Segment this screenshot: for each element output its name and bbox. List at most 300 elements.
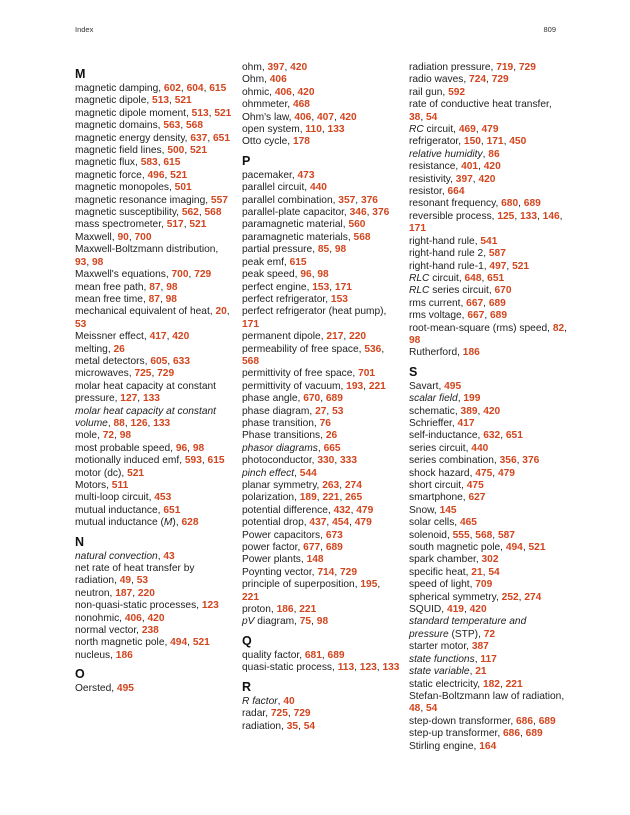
page-link[interactable]: 93 [75, 256, 87, 268]
entry-term: , [482, 148, 489, 160]
index-entry [409, 174, 567, 186]
page-link[interactable]: 252 [501, 591, 519, 603]
page-link[interactable]: 700 [171, 269, 189, 281]
index-entry [409, 542, 567, 554]
page-link[interactable]: 417 [457, 417, 475, 429]
page-link[interactable]: 729 [340, 566, 357, 578]
page-link[interactable]: 677 [303, 542, 321, 554]
index-entry [409, 579, 567, 591]
entry-term: normal vector, [75, 625, 142, 637]
entry-term: solenoid, [409, 529, 453, 541]
page-link[interactable]: 186 [115, 649, 133, 661]
page-link[interactable]: 605 [150, 355, 168, 367]
page-link[interactable]: 563 [163, 120, 181, 132]
page-link[interactable]: 633 [172, 355, 190, 367]
index-entry [75, 455, 233, 467]
page-link[interactable]: 85 [317, 244, 330, 256]
page-link[interactable]: 651 [213, 132, 231, 144]
page-link[interactable]: 440 [309, 182, 327, 194]
page-link[interactable]: 87 [149, 281, 161, 293]
page-link[interactable]: 719 [496, 62, 514, 73]
page-link[interactable]: 475 [475, 467, 493, 479]
page-link[interactable]: 346 [349, 207, 367, 219]
page-link[interactable]: 123 [201, 600, 219, 612]
page-link[interactable]: 648 [464, 272, 482, 284]
page-link[interactable]: 627 [468, 492, 486, 504]
page-link[interactable]: 557 [210, 194, 228, 206]
page-link[interactable]: 178 [292, 136, 310, 148]
page-link[interactable]: 494 [505, 542, 523, 554]
page-link[interactable]: 651 [487, 272, 505, 284]
page-link[interactable]: 82 [552, 322, 565, 334]
page-link[interactable]: 453 [154, 492, 172, 504]
entry-term: Ohm's law, [242, 111, 295, 123]
page-link[interactable]: 701 [358, 368, 376, 380]
page-link[interactable]: 35 [286, 720, 299, 732]
page-link[interactable]: 376 [522, 455, 540, 467]
page-link[interactable]: 146 [542, 210, 560, 222]
index-entry [242, 517, 400, 529]
page-link[interactable]: 497 [489, 260, 507, 272]
entry-term-italic: RC [409, 124, 424, 136]
page-link[interactable]: 729 [293, 708, 311, 720]
page-link[interactable]: 420 [483, 405, 501, 417]
page-link[interactable]: 153 [312, 281, 330, 293]
page-link[interactable]: 602 [163, 83, 181, 94]
page-link[interactable]: 521 [189, 219, 207, 231]
page-link[interactable]: 406 [294, 111, 312, 123]
page-link[interactable]: 98 [119, 430, 132, 442]
page-link[interactable]: 437 [309, 517, 327, 529]
page-link[interactable]: 43 [163, 550, 175, 562]
page-link[interactable]: 689 [325, 542, 343, 554]
page-link[interactable]: 221 [242, 591, 259, 603]
page-link[interactable]: 171 [242, 318, 259, 330]
page-link[interactable]: 686 [516, 715, 534, 727]
page-link[interactable]: 450 [509, 136, 527, 148]
page-link[interactable]: 469 [458, 124, 476, 136]
entry-term-italic: standard temperature and pressure [409, 616, 527, 640]
entry-term: , [483, 297, 489, 309]
page-link[interactable]: 628 [181, 517, 199, 529]
page-link[interactable]: 274 [344, 480, 362, 491]
page-link[interactable]: 54 [426, 703, 438, 715]
entry-term: , [354, 662, 360, 674]
entry-term: refrigerator, [409, 136, 464, 148]
page-link[interactable]: 75 [299, 616, 312, 628]
page-link[interactable]: 407 [317, 111, 335, 123]
page-link[interactable]: 615 [163, 157, 181, 169]
index-entry [75, 480, 233, 492]
page-link[interactable]: 96 [300, 269, 312, 281]
entry-term: , [208, 107, 215, 119]
page-link[interactable]: 110 [305, 124, 322, 136]
page-link[interactable]: 26 [325, 430, 338, 442]
page-link[interactable]: 521 [127, 467, 145, 479]
page-link[interactable]: 238 [141, 625, 159, 637]
entry-term: phase angle, [242, 393, 304, 405]
page-link[interactable]: 541 [480, 235, 498, 247]
page-link[interactable]: 406 [274, 86, 292, 98]
page-link[interactable]: 54 [488, 566, 500, 578]
page-link[interactable]: 88 [113, 417, 125, 429]
index-entry [409, 273, 567, 285]
index-entry [242, 567, 400, 579]
index-entry [242, 269, 400, 281]
page-link[interactable]: 468 [292, 99, 310, 111]
page-link[interactable]: 90 [117, 231, 129, 243]
page-link[interactable]: 583 [140, 157, 158, 169]
page-link[interactable]: 513 [152, 95, 170, 107]
page-link[interactable]: 171 [409, 223, 426, 235]
page-link[interactable]: 568 [242, 355, 259, 367]
page-link[interactable]: 420 [478, 173, 496, 185]
page-link[interactable]: 494 [170, 637, 188, 649]
page-link[interactable]: 536 [364, 343, 382, 355]
page-link[interactable]: 667 [466, 297, 484, 309]
page-link[interactable]: 98 [165, 293, 177, 305]
page-link[interactable]: 560 [348, 219, 366, 231]
page-link[interactable]: 164 [479, 740, 497, 752]
index-letter-heading: O [75, 667, 85, 682]
page-link[interactable]: 133 [327, 124, 345, 136]
entry-term: , [157, 550, 164, 562]
entry-term: radiation, [242, 720, 287, 732]
page-link[interactable]: 568 [186, 120, 204, 132]
page-link[interactable]: 725 [270, 708, 288, 720]
page-link[interactable]: 568 [204, 207, 222, 219]
page-link[interactable]: 615 [207, 455, 225, 467]
page-link[interactable]: 651 [163, 504, 181, 516]
page-link[interactable]: 714 [317, 566, 335, 578]
index-entry [75, 244, 233, 269]
page-link[interactable]: 265 [345, 492, 363, 504]
page-link[interactable]: 479 [481, 124, 499, 136]
page-link[interactable]: 54 [303, 720, 316, 732]
page-link[interactable]: 615 [209, 83, 227, 94]
page-link[interactable]: 220 [137, 587, 155, 599]
page-link[interactable]: 26 [113, 343, 125, 355]
page-link[interactable]: 521 [192, 637, 210, 649]
page-link[interactable]: 302 [481, 554, 499, 566]
page-link[interactable]: 521 [512, 260, 530, 272]
entry-term: , [477, 405, 484, 417]
page-link[interactable]: 725 [134, 368, 152, 380]
page-link[interactable]: 729 [194, 269, 212, 281]
page-link[interactable]: 187 [115, 587, 133, 599]
page-link[interactable]: 53 [332, 405, 344, 417]
page-link[interactable]: 148 [306, 554, 324, 566]
page-link[interactable]: 420 [290, 62, 308, 73]
index-entry [75, 145, 233, 157]
page-link[interactable]: 592 [448, 86, 466, 98]
page-link[interactable]: 615 [289, 256, 307, 268]
page-link[interactable]: 562 [181, 207, 199, 219]
index-entry [75, 468, 233, 480]
page-link[interactable]: 221 [299, 604, 317, 616]
page-link[interactable]: 356 [499, 455, 517, 467]
page-link[interactable]: 98 [192, 442, 205, 454]
page-link[interactable]: 689 [523, 198, 541, 210]
page-link[interactable]: 133 [142, 393, 160, 405]
page-link[interactable]: 673 [325, 529, 343, 541]
page-link[interactable]: 680 [501, 198, 519, 210]
page-link[interactable]: 501 [174, 182, 192, 194]
page-link[interactable]: 420 [147, 612, 165, 624]
page-link[interactable]: 495 [116, 683, 134, 695]
page-link[interactable]: 475 [466, 480, 484, 491]
page-link[interactable]: 221 [322, 492, 340, 504]
page-link[interactable]: 53 [75, 318, 87, 330]
index-entry [75, 83, 233, 95]
entry-term: magnetic damping, [75, 83, 164, 94]
page-link[interactable]: 568 [475, 529, 493, 541]
entry-term: phase transition, [242, 417, 320, 429]
page-link[interactable]: 217 [326, 331, 344, 343]
page-link[interactable]: 568 [353, 231, 371, 243]
page-link[interactable]: 465 [459, 517, 477, 529]
page-link[interactable]: 86 [488, 148, 500, 160]
page-link[interactable]: 664 [447, 186, 465, 198]
page-link[interactable]: 38 [409, 111, 421, 123]
page-link[interactable]: 357 [338, 194, 356, 206]
index-entry [75, 331, 233, 343]
page-link[interactable]: 387 [471, 641, 489, 653]
page-link[interactable]: 376 [360, 194, 378, 206]
page-link[interactable]: 724 [469, 74, 487, 86]
entry-term: , [326, 517, 333, 529]
page-link[interactable]: 72 [483, 628, 496, 640]
page-link[interactable]: 417 [149, 331, 167, 343]
page-link[interactable]: 473 [297, 169, 315, 181]
page-link[interactable]: 420 [469, 604, 487, 616]
page-link[interactable]: 632 [483, 430, 501, 442]
page-link[interactable]: 689 [490, 310, 507, 322]
page-link[interactable]: 479 [354, 517, 372, 529]
entry-term: perfect refrigerator, [242, 293, 331, 305]
index-entry [409, 616, 567, 641]
page-link[interactable]: 406 [269, 74, 287, 86]
page-link[interactable]: 521 [528, 542, 546, 554]
page-link[interactable]: 182 [482, 678, 500, 690]
page-link[interactable]: 330 [317, 455, 335, 467]
page-link[interactable]: 665 [323, 442, 341, 454]
page-link[interactable]: 397 [455, 173, 473, 185]
page-link[interactable]: 125 [497, 210, 515, 222]
index-entry [242, 443, 400, 455]
page-link[interactable]: 689 [327, 649, 345, 661]
page-link[interactable]: 689 [325, 393, 343, 405]
page-link[interactable]: 153 [330, 293, 348, 305]
index-entry [242, 282, 400, 294]
page-link[interactable]: 199 [463, 393, 481, 405]
page-link[interactable]: 333 [340, 455, 358, 467]
page-link[interactable]: 98 [316, 616, 329, 628]
entry-term: , [516, 455, 523, 467]
page-link[interactable]: 133 [153, 417, 171, 429]
page-link[interactable]: 593 [184, 455, 202, 467]
index-entry [242, 406, 400, 418]
entry-term: , [311, 269, 318, 281]
page-link[interactable]: 117 [480, 653, 497, 665]
entry-term: partial pressure, [242, 244, 318, 256]
entry-term: metal detectors, [75, 355, 151, 367]
page-link[interactable]: 517 [166, 219, 184, 231]
page-link[interactable]: 98 [334, 244, 347, 256]
entry-term: , [463, 604, 470, 616]
page-link[interactable]: 500 [167, 145, 185, 157]
page-link[interactable]: 21 [471, 566, 483, 578]
page-link[interactable]: 667 [467, 310, 485, 322]
page-link[interactable]: 479 [497, 467, 515, 479]
index-entry [75, 430, 233, 442]
page-link[interactable]: 221 [505, 678, 523, 690]
index-entry [409, 298, 567, 310]
index-entry [409, 347, 567, 359]
page-link[interactable]: 521 [170, 169, 188, 181]
index-entry [242, 708, 400, 720]
entry-term: , [160, 281, 167, 293]
index-entry [409, 728, 567, 740]
entry-term: nonohmic, [75, 612, 125, 624]
page-link[interactable]: 221 [368, 380, 386, 392]
entry-term: magnetic susceptibility, [75, 207, 182, 219]
page-link[interactable]: 189 [299, 492, 317, 504]
entry-term: , [137, 393, 143, 405]
page-link[interactable]: 123 [359, 662, 377, 674]
page-link[interactable]: 729 [157, 368, 175, 380]
page-link[interactable]: 195 [360, 579, 378, 591]
entry-term: Motors, [75, 480, 112, 491]
page-link[interactable]: 689 [488, 297, 506, 309]
page-link[interactable]: 186 [276, 604, 294, 616]
page-link[interactable]: 420 [172, 331, 190, 343]
page-link[interactable]: 220 [349, 331, 367, 343]
entry-term: peak speed, [242, 269, 301, 281]
page-link[interactable]: 419 [446, 604, 464, 616]
page-link[interactable]: 98 [92, 256, 104, 268]
page-link[interactable]: 171 [486, 136, 504, 148]
page-link[interactable]: 521 [214, 107, 232, 119]
page-link[interactable]: 555 [452, 529, 470, 541]
page-link[interactable]: 729 [491, 74, 509, 86]
page-link[interactable]: 40 [283, 695, 295, 707]
entry-term: , [474, 653, 481, 665]
page-link[interactable]: 544 [299, 467, 317, 479]
page-link[interactable]: 48 [409, 703, 421, 715]
entry-term: Rutherford, [409, 347, 463, 359]
page-link[interactable]: 440 [471, 442, 489, 454]
page-link[interactable]: 521 [189, 145, 207, 157]
page-link[interactable]: 401 [461, 161, 479, 173]
page-link[interactable]: 96 [175, 442, 188, 454]
page-link[interactable]: 98 [409, 334, 421, 346]
index-entry [242, 99, 400, 111]
page-link[interactable]: 87 [148, 293, 160, 305]
page-link[interactable]: 420 [483, 161, 501, 173]
entry-term: solar cells, [409, 517, 460, 529]
page-link[interactable]: 133 [382, 662, 400, 674]
page-link[interactable]: 27 [315, 405, 327, 417]
page-link[interactable]: 454 [332, 517, 350, 529]
entry-term: mutual inductance ( [75, 517, 164, 529]
page-link[interactable]: 496 [147, 169, 165, 181]
page-link[interactable]: 420 [297, 86, 315, 98]
page-link[interactable]: 651 [505, 430, 523, 442]
index-entry [409, 62, 567, 74]
page-link[interactable]: 49 [119, 575, 132, 587]
page-link[interactable]: 513 [191, 107, 209, 119]
entry-term: , [469, 666, 476, 678]
page-link[interactable]: 670 [494, 285, 512, 297]
page-link[interactable]: 521 [174, 95, 192, 107]
page-link[interactable]: 406 [124, 612, 142, 624]
index-entry [75, 306, 233, 331]
index-entry [409, 567, 567, 579]
page-link[interactable]: 150 [463, 136, 481, 148]
page-link[interactable]: 133 [520, 210, 537, 222]
page-link[interactable]: 53 [136, 575, 149, 587]
page-link[interactable]: 397 [267, 62, 285, 73]
page-link[interactable]: 98 [166, 281, 178, 293]
page-link[interactable]: 432 [333, 504, 351, 516]
page-link[interactable]: 681 [304, 649, 322, 661]
page-link[interactable]: 689 [538, 715, 556, 727]
page-link[interactable]: 604 [186, 83, 204, 94]
page-link[interactable]: 729 [518, 62, 536, 73]
page-link[interactable]: 186 [462, 347, 480, 359]
page-link[interactable]: 587 [497, 529, 515, 541]
page-link[interactable]: 20 [215, 306, 227, 318]
index-entry [75, 517, 233, 529]
page-link[interactable]: 686 [503, 728, 520, 740]
page-link[interactable]: 495 [444, 380, 462, 392]
index-entry [409, 468, 567, 480]
page-link[interactable]: 263 [322, 480, 340, 491]
page-link[interactable]: 72 [102, 430, 115, 442]
index-entry [409, 161, 567, 173]
entry-term: magnetic resonance imaging, [75, 194, 211, 206]
page-link[interactable]: 21 [475, 666, 487, 678]
page-link[interactable]: 709 [475, 579, 493, 591]
page-link[interactable]: 689 [525, 728, 543, 740]
page-link[interactable]: 98 [317, 269, 329, 281]
page-link[interactable]: 193 [346, 380, 364, 392]
index-entry [242, 112, 400, 124]
page-link[interactable]: 637 [190, 132, 208, 144]
page-link[interactable]: 54 [426, 111, 438, 123]
page-link[interactable]: 389 [460, 405, 478, 417]
page-link[interactable]: 587 [488, 248, 506, 260]
page-link[interactable]: 670 [303, 393, 321, 405]
index-column-2 [242, 62, 400, 733]
page-link[interactable]: 126 [130, 417, 148, 429]
index-entry [409, 517, 567, 529]
page-link[interactable]: 113 [337, 662, 355, 674]
page-link[interactable]: 376 [372, 207, 390, 219]
page-link[interactable]: 700 [134, 231, 152, 243]
page-link[interactable]: 145 [439, 504, 457, 516]
page-link[interactable]: 479 [356, 504, 374, 516]
page-link[interactable]: 420 [339, 111, 357, 123]
entry-term: parallel combination, [242, 194, 339, 206]
page-link[interactable]: 511 [111, 480, 129, 491]
page-link[interactable]: 274 [524, 591, 542, 603]
page-link[interactable]: 171 [334, 281, 352, 293]
page-link[interactable]: 76 [319, 417, 331, 429]
page-link[interactable]: 127 [120, 393, 138, 405]
entry-term: , [132, 587, 138, 599]
